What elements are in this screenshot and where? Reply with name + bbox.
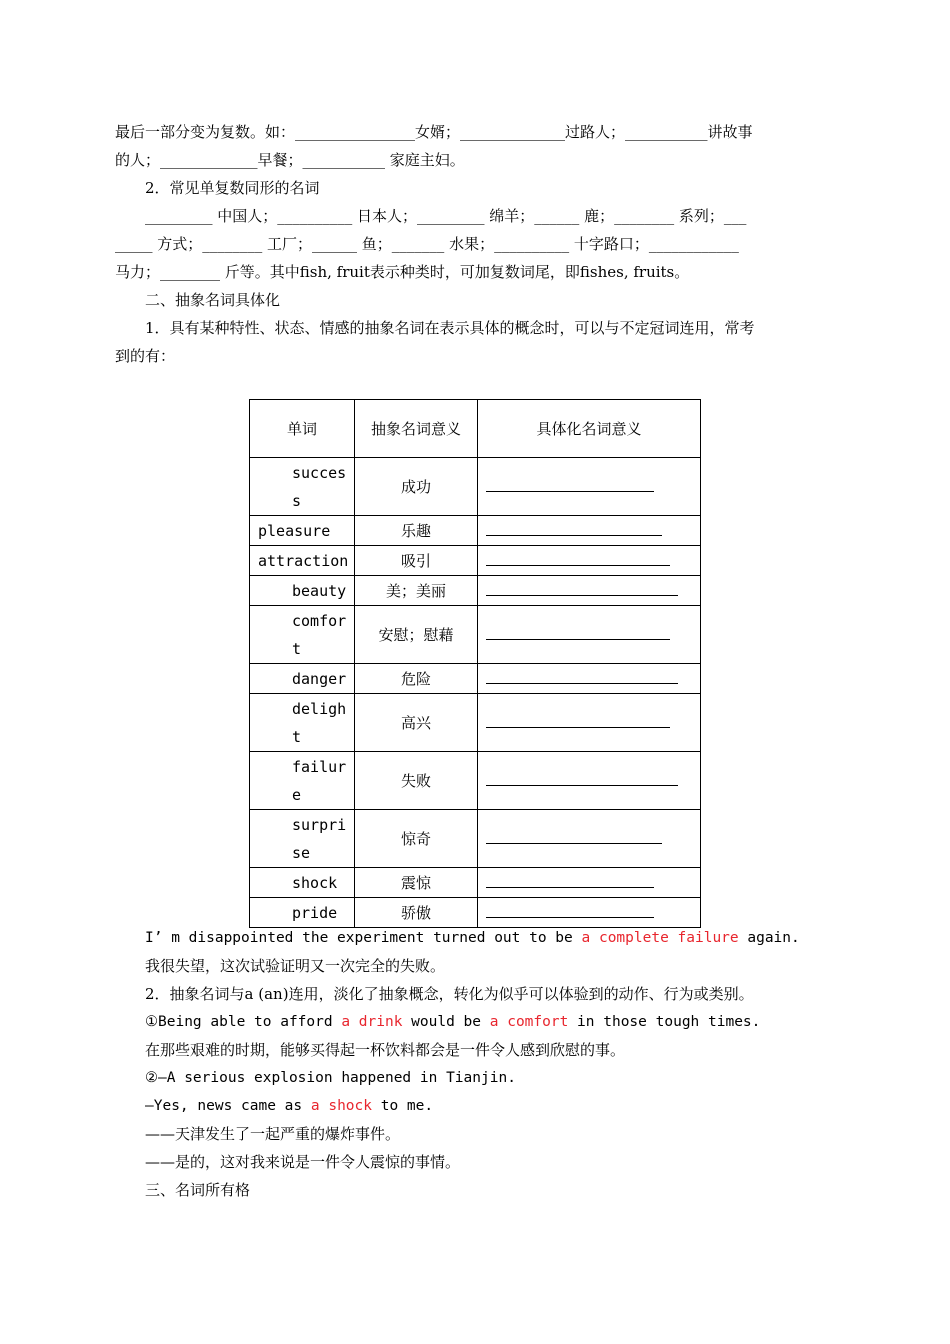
blank-cell: [478, 458, 701, 516]
meaning-cell: 安慰；慰藉: [355, 606, 478, 664]
text-span: in those tough times.: [568, 1014, 761, 1030]
text-line: 马力；________ 斤等。其中fish, fruit表示种类时，可加复数词尾，即fishes, fruits。: [115, 263, 690, 281]
word-cell: failure: [250, 752, 355, 810]
example-sentence: ②—A serious explosion happened in Tianjin.: [145, 1070, 516, 1086]
word-cell: danger: [250, 664, 355, 694]
section-heading: 二、抽象名词具体化: [145, 291, 281, 309]
text-span: would be: [402, 1014, 490, 1030]
table-row: [250, 606, 701, 664]
meaning-cell: 乐趣: [355, 516, 478, 546]
header-meaning: 抽象名词意义: [355, 400, 478, 458]
translation: ——天津发生了一起严重的爆炸事件。: [145, 1125, 401, 1143]
rule-line: 2．抽象名词与a (an)连用，淡化了抽象概念，转化为似乎可以体验到的动作、行为或类别。: [145, 985, 754, 1003]
table-header-row: [250, 400, 701, 458]
word-cell: beauty: [250, 576, 355, 606]
table-row: [250, 898, 701, 928]
text-line: _________ 中国人；__________ 日本人；_________ 绵羊；______ 鹿；________ 系列；___: [145, 207, 747, 225]
section-heading: 三、名词所有格: [145, 1181, 251, 1199]
meaning-cell: 震惊: [355, 868, 478, 898]
table-row: [250, 694, 701, 752]
table-row: [250, 576, 701, 606]
word-cell: delight: [250, 694, 355, 752]
meaning-cell: 危险: [355, 664, 478, 694]
blank-cell: [478, 664, 701, 694]
word-cell: pride: [250, 898, 355, 928]
table-row: [250, 458, 701, 516]
text-line: 最后一部分变为复数。如：________________女婿；______________过路人；___________讲故事: [115, 123, 753, 141]
table-row: [250, 810, 701, 868]
translation: 在那些艰难的时期，能够买得起一杯饮料都会是一件令人感到欣慰的事。: [145, 1041, 626, 1059]
text-span: again.: [738, 930, 800, 946]
text-span: to me.: [371, 1098, 434, 1114]
text-line: _____ 方式；________ 工厂；______ 鱼；_______ 水果；__________ 十字路口；____________: [115, 235, 739, 253]
example-sentence: [145, 928, 800, 948]
blank-cell: [478, 898, 701, 928]
text-line: 的人；_____________早餐；___________ 家庭主妇。: [115, 151, 465, 169]
text-span: —Yes, news came as: [145, 1098, 311, 1114]
header-concrete: 具体化名词意义: [478, 400, 701, 458]
meaning-cell: 美；美丽: [355, 576, 478, 606]
translation: ——是的，这对我来说是一件令人震惊的事情。: [145, 1153, 461, 1171]
word-cell: pleasure: [250, 516, 355, 546]
word-cell: comfort: [250, 606, 355, 664]
blank-cell: [478, 576, 701, 606]
word-cell: shock: [250, 868, 355, 898]
blank-cell: [478, 606, 701, 664]
translation: 我很失望，这次试验证明又一次完全的失败。: [145, 957, 446, 975]
meaning-cell: 高兴: [355, 694, 478, 752]
word-cell: success: [250, 458, 355, 516]
text-line: 到的有：: [115, 347, 176, 365]
word-cell: attraction: [250, 546, 355, 576]
meaning-cell: 失败: [355, 752, 478, 810]
meaning-cell: 吸引: [355, 546, 478, 576]
blank-cell: [478, 546, 701, 576]
table-row: [250, 868, 701, 898]
vocab-table: [249, 399, 701, 928]
example-sentence: [145, 1096, 433, 1116]
section-heading: 2．常见单复数同形的名词: [145, 179, 320, 197]
header-word: 单词: [250, 400, 355, 458]
highlight-phrase: a complete failure: [581, 930, 739, 946]
text-span: ①Being able to afford: [145, 1014, 342, 1030]
table-row: [250, 752, 701, 810]
text-line: 1．具有某种特性、状态、情感的抽象名词在表示具体的概念时，可以与不定冠词连用，常考: [145, 319, 755, 337]
highlight-phrase: a comfort: [489, 1014, 569, 1030]
blank-cell: [478, 810, 701, 868]
text-span: I’ m disappointed the experiment turned out to be: [145, 930, 582, 946]
meaning-cell: 成功: [355, 458, 478, 516]
highlight-phrase: a shock: [310, 1098, 372, 1114]
table-row: [250, 516, 701, 546]
example-sentence: [145, 1012, 760, 1032]
highlight-phrase: a drink: [341, 1014, 403, 1030]
meaning-cell: 骄傲: [355, 898, 478, 928]
table-row: [250, 664, 701, 694]
blank-cell: [478, 868, 701, 898]
word-cell: surprise: [250, 810, 355, 868]
blank-cell: [478, 752, 701, 810]
blank-cell: [478, 516, 701, 546]
table-row: [250, 546, 701, 576]
meaning-cell: 惊奇: [355, 810, 478, 868]
blank-cell: [478, 694, 701, 752]
